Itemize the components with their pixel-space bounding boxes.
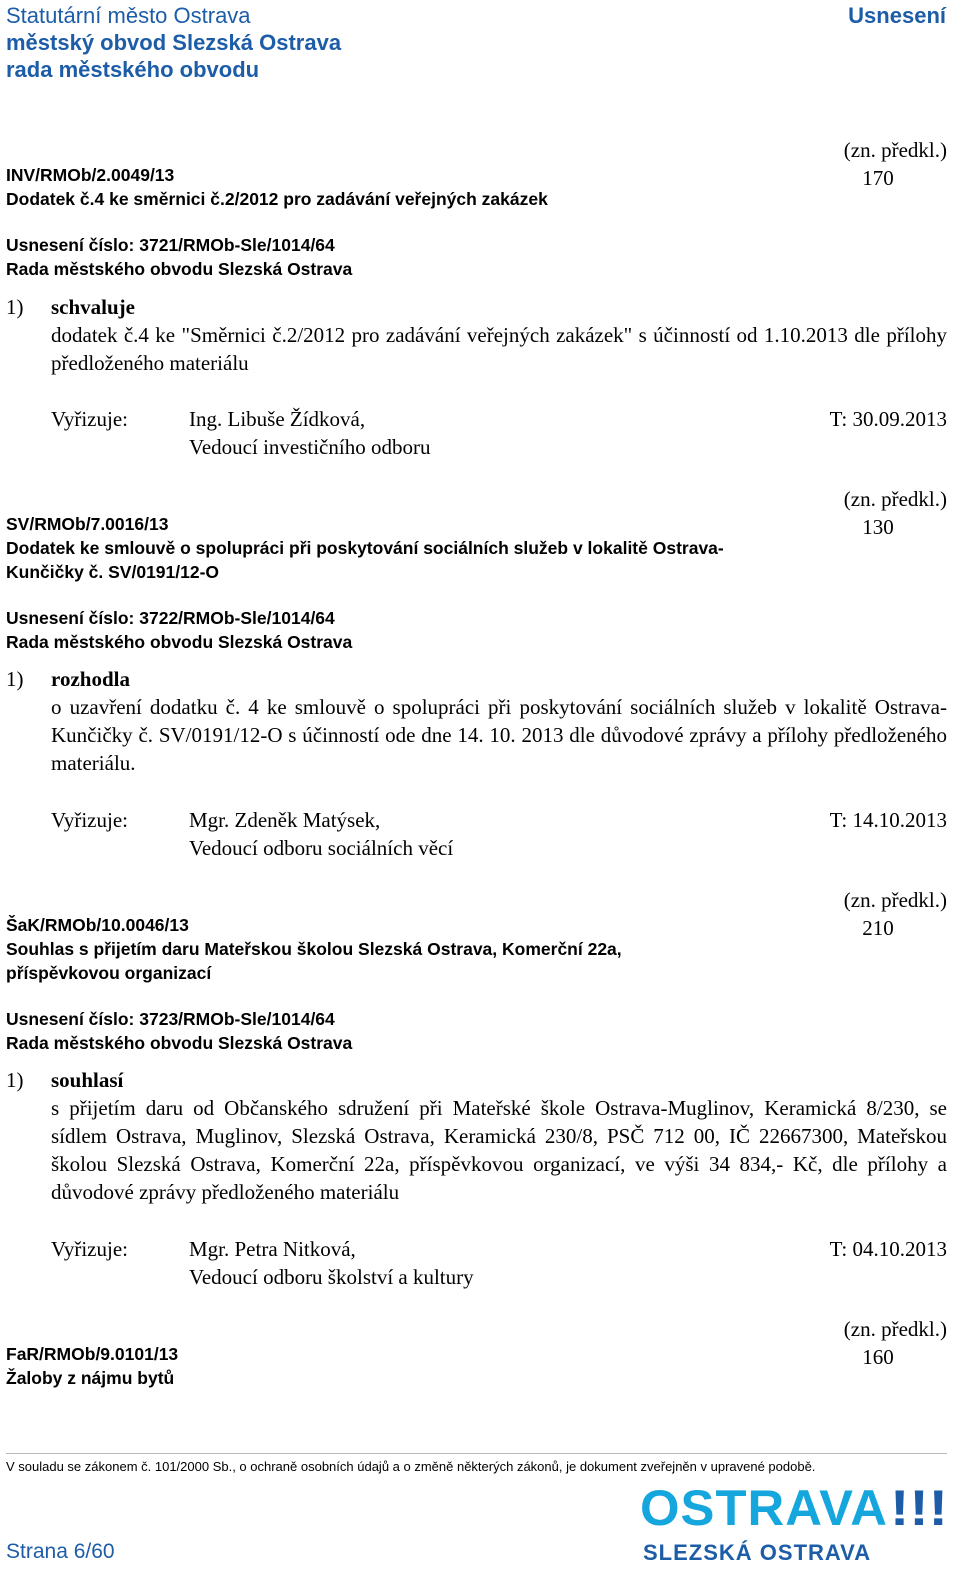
predkl-label: (zn. předkl.) (843, 138, 947, 162)
resolution-verb: rozhodla (51, 667, 130, 691)
privacy-notice: V souladu se zákonem č. 101/2000 Sb., o ochraně osobních údajů a o změně některých zákonů, je dokument zveřejněn v upravené podobě. (6, 1459, 816, 1474)
resolution-verb: souhlasí (51, 1068, 124, 1092)
item-title-continued: příspěvkovou organizací (6, 963, 212, 983)
point-number: 1) (6, 667, 24, 691)
handler-name: Ing. Libuše Žídková, (189, 407, 366, 431)
handler-name: Mgr. Zdeněk Matýsek, (189, 808, 381, 832)
resolution-number: Usnesení číslo: 3722/RMOb-Sle/1014/64 (6, 608, 335, 628)
predkl-number: 130 (862, 515, 894, 539)
point-number: 1) (6, 1068, 24, 1092)
page-number: Strana 6/60 (6, 1540, 115, 1563)
item-code: FaR/RMOb/9.0101/13 (6, 1344, 179, 1364)
predkl-number: 160 (862, 1345, 894, 1369)
handler-label: Vyřizuje: (51, 808, 128, 832)
item-title: Žaloby z nájmu bytů (6, 1368, 175, 1388)
item-title: Dodatek ke smlouvě o spolupráci při poskytování sociálních služeb v lokalitě Ostrava- (6, 538, 724, 558)
predkl-label: (zn. předkl.) (843, 1317, 947, 1341)
item-code: SV/RMOb/7.0016/13 (6, 514, 169, 534)
council-line: Rada městského obvodu Slezská Ostrava (6, 259, 353, 279)
deadline: T: 04.10.2013 (829, 1237, 947, 1261)
logo-subtitle: SLEZSKÁ OSTRAVA (643, 1540, 872, 1565)
handler-label: Vyřizuje: (51, 1237, 128, 1261)
deadline: T: 14.10.2013 (829, 808, 947, 832)
predkl-number: 210 (862, 916, 894, 940)
logo-exclamations: !!! (890, 1482, 948, 1532)
city-name: Statutární město Ostrava (6, 3, 251, 28)
council-line: Rada městského obvodu Slezská Ostrava (6, 1033, 353, 1053)
resolution-text: s přijetím daru od Občanského sdružení při Mateřské škole Ostrava-Muglinov, Keramická 8/230, se sídlem Ostrava, Muglinov, Slezská Ostrava, Keramická 230/8, PSČ 712 00, IČ 22667300, Mateřskou školou Slezská Ostrava, Komerční 22a, příspěvkovou organizací, ve výši 34 834,- Kč, dle přílohy a důvodové zprávy předloženého materiálu (51, 1096, 947, 1204)
item-title: Dodatek č.4 ke směrnici č.2/2012 pro zadávání veřejných zakázek (6, 189, 548, 209)
predkl-label: (zn. předkl.) (843, 487, 947, 511)
resolution-number: Usnesení číslo: 3721/RMOb-Sle/1014/64 (6, 235, 335, 255)
ostrava-logo-graphic (640, 1482, 950, 1532)
deadline: T: 30.09.2013 (829, 407, 947, 431)
predkl-number: 170 (862, 166, 894, 190)
item-code: INV/RMOb/2.0049/13 (6, 165, 175, 185)
handler-role: Vedoucí odboru školství a kultury (189, 1265, 474, 1289)
handler-role: Vedoucí investičního odboru (189, 435, 431, 459)
council-name: rada městského obvodu (6, 57, 260, 82)
item-title-continued: Kunčičky č. SV/0191/12-O (6, 562, 220, 582)
resolution-number: Usnesení číslo: 3723/RMOb-Sle/1014/64 (6, 1009, 335, 1029)
footer-divider (6, 1453, 947, 1454)
handler-label: Vyřizuje: (51, 407, 128, 431)
district-name: městský obvod Slezská Ostrava (6, 30, 342, 55)
item-code: ŠaK/RMOb/10.0046/13 (6, 915, 189, 935)
resolution-verb: schvaluje (51, 295, 135, 319)
resolution-text: o uzavření dodatku č. 4 ke smlouvě o spolupráci při poskytování sociálních služeb v lokalitě Ostrava-Kunčičky č. SV/0191/12-O s účinností ode dne 14. 10. 2013 dle důvodové zprávy a přílohy předloženého materiálu. (51, 695, 947, 775)
resolution-text: dodatek č.4 ke "Směrnici č.2/2012 pro zadávání veřejných zakázek" s účinností od 1.10.2013 dle přílohy předloženého materiálu (51, 323, 947, 375)
point-number: 1) (6, 295, 24, 319)
council-line: Rada městského obvodu Slezská Ostrava (6, 632, 353, 652)
item-title: Souhlas s přijetím daru Mateřskou školou Slezská Ostrava, Komerční 22a, (6, 939, 622, 959)
handler-name: Mgr. Petra Nitková, (189, 1237, 356, 1261)
handler-role: Vedoucí odboru sociálních věcí (189, 836, 454, 860)
document-type: Usnesení (848, 3, 946, 28)
predkl-label: (zn. předkl.) (843, 888, 947, 912)
logo-wordmark: OSTRAVA (640, 1482, 888, 1532)
